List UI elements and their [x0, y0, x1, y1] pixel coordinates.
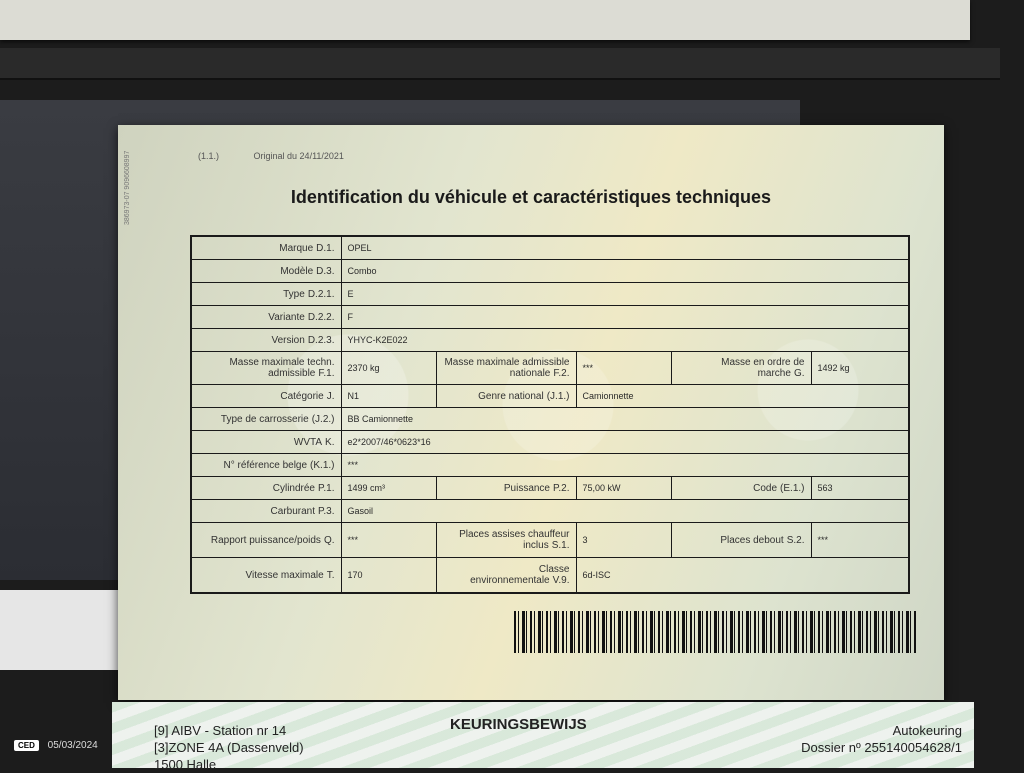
value-vitesse: 170 [341, 558, 436, 594]
row-masses [191, 352, 909, 385]
label-classe: Classe environnementale V.9. [436, 558, 576, 594]
value-genre: Camionnette [576, 385, 909, 408]
value-code-e1: 563 [811, 477, 909, 500]
value-variante: F [341, 306, 909, 329]
dossier-number: Dossier nº 255140054628/1 [801, 740, 962, 755]
row-marque [191, 236, 909, 260]
row-version [191, 329, 909, 352]
label-code-e1: Code (E.1.) [671, 477, 811, 500]
value-wvta: e2*2007/46*0623*16 [341, 431, 909, 454]
row-ref-belge [191, 454, 909, 477]
label-masse-nat: Masse maximale admissible nationale F.2. [436, 352, 576, 385]
value-classe: 6d-ISC [576, 558, 909, 594]
watermark-logo: CED [14, 740, 39, 751]
value-rapport: *** [341, 523, 436, 558]
value-marque: OPEL [341, 236, 909, 260]
value-masse-nat: *** [576, 352, 671, 385]
label-puissance: Puissance P.2. [436, 477, 576, 500]
value-version: YHYC-K2E022 [341, 329, 909, 352]
value-cylindree: 1499 cm³ [341, 477, 436, 500]
row-modele [191, 260, 909, 283]
value-categorie: N1 [341, 385, 436, 408]
label-rapport: Rapport puissance/poids Q. [191, 523, 341, 558]
row-carburant [191, 500, 909, 523]
value-masse-tech: 2370 kg [341, 352, 436, 385]
row-moteur [191, 477, 909, 500]
value-modele: Combo [341, 260, 909, 283]
card-title: Identification du véhicule et caractéristiques techniques [290, 187, 772, 207]
station-city: 1500 Halle [154, 757, 217, 772]
value-carburant: Gasoil [341, 500, 909, 523]
section-mark: (1.1.) [198, 151, 220, 161]
label-places-debout: Places debout S.2. [671, 523, 811, 558]
label-masse-ordre: Masse en ordre de marche G. [671, 352, 811, 385]
label-type: Type D.2.1. [191, 283, 341, 306]
background-sheet [0, 0, 970, 40]
row-wvta [191, 431, 909, 454]
value-places-assises: 3 [576, 523, 671, 558]
label-cylindree: Cylindrée P.1. [191, 477, 341, 500]
card-header [198, 151, 376, 161]
value-masse-ordre: 1492 kg [811, 352, 909, 385]
value-puissance: 75,00 kW [576, 477, 671, 500]
value-ref-belge: *** [341, 454, 909, 477]
inspection-certificate [112, 702, 974, 772]
label-marque: Marque D.1. [191, 236, 341, 260]
side-code: 386973-07 9096608997 [124, 150, 131, 225]
background-paper [0, 590, 120, 670]
label-carburant: Carburant P.3. [191, 500, 341, 523]
label-categorie: Catégorie J. [191, 385, 341, 408]
label-genre: Genre national (J.1.) [436, 385, 576, 408]
station-zone: [3]ZONE 4A (Dassenveld) [154, 740, 304, 755]
label-wvta: WVTA K. [191, 431, 341, 454]
label-places-assises: Places assises chauffeur inclus S.1. [436, 523, 576, 558]
label-vitesse: Vitesse maximale T. [191, 558, 341, 594]
inspection-type: Autokeuring [892, 723, 962, 738]
label-variante: Variante D.2.2. [191, 306, 341, 329]
registration-card [118, 125, 944, 700]
row-type [191, 283, 909, 306]
row-variante [191, 306, 909, 329]
value-type: E [341, 283, 909, 306]
certificate-title: KEURINGSBEWIJS [450, 716, 587, 733]
label-version: Version D.2.3. [191, 329, 341, 352]
row-categorie [191, 385, 909, 408]
value-carrosserie: BB Camionnette [341, 408, 909, 431]
background-tray [0, 48, 1000, 80]
specs-table [190, 235, 910, 594]
original-date: Original du 24/11/2021 [253, 151, 344, 161]
watermark-date: 05/03/2024 [47, 740, 98, 751]
photo-watermark [14, 740, 98, 751]
barcode [514, 611, 918, 653]
label-modele: Modèle D.3. [191, 260, 341, 283]
station-name: [9] AIBV - Station nr 14 [154, 723, 287, 738]
label-ref-belge: N° référence belge (K.1.) [191, 454, 341, 477]
station-info [154, 722, 304, 773]
row-vitesse [191, 558, 909, 594]
certificate-meta [801, 722, 962, 756]
row-places [191, 523, 909, 558]
label-masse-tech: Masse maximale techn. admissible F.1. [191, 352, 341, 385]
row-carrosserie [191, 408, 909, 431]
value-places-debout: *** [811, 523, 909, 558]
label-carrosserie: Type de carrosserie (J.2.) [191, 408, 341, 431]
